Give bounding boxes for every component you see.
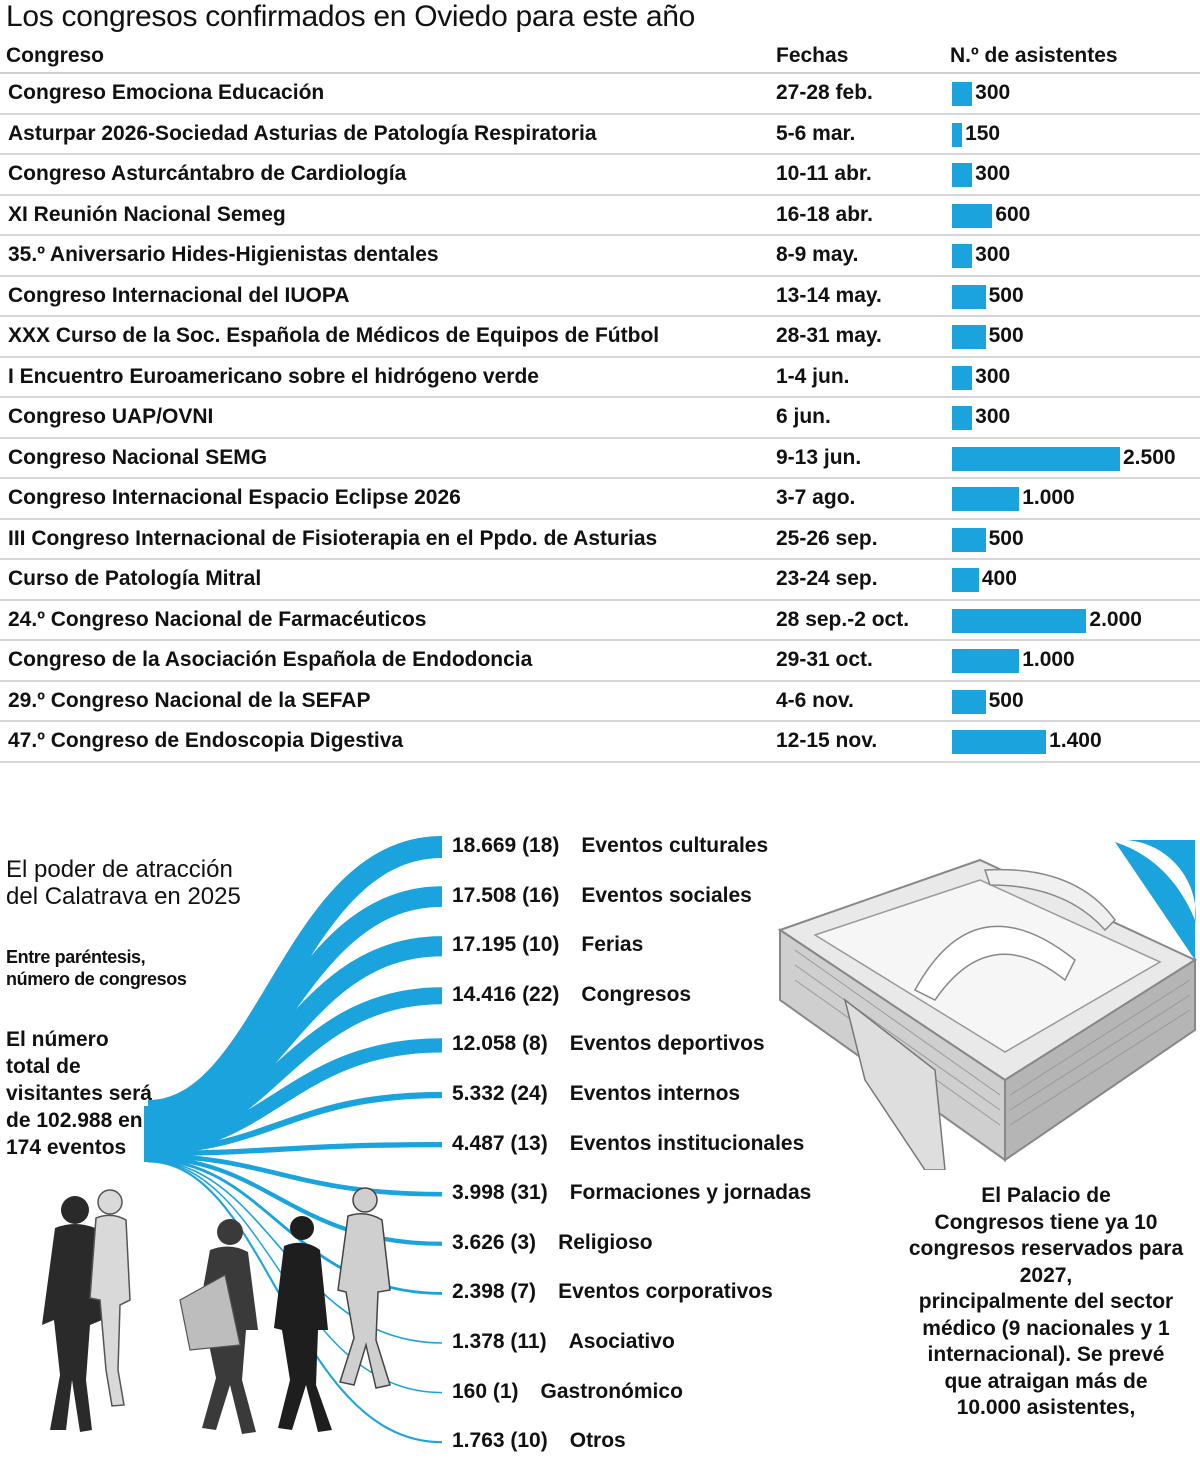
- congress-dates: 29-31 oct.: [776, 648, 873, 671]
- attendees-value: 2.000: [1089, 607, 1142, 631]
- palacio-note-line: que atraigan más de: [944, 1369, 1148, 1393]
- flow-value-label: 3.998 (31): [452, 1181, 548, 1205]
- flow-category: [452, 834, 768, 858]
- congress-dates: 25-26 sep.: [776, 526, 878, 550]
- palacio-note-line: El Palacio de: [981, 1184, 1111, 1207]
- flow-total-line: de 102.988 en: [6, 1109, 143, 1132]
- flow-value-label: 5.332 (24): [452, 1082, 548, 1105]
- flow-total-line: visitantes será: [6, 1082, 152, 1105]
- congress-name: 29.º Congreso Nacional de la SEFAP: [8, 688, 371, 712]
- flow-subtitle-line: Entre paréntesis,: [6, 947, 146, 967]
- flow-category-name: Congresos: [581, 982, 692, 1006]
- flow-category: [452, 1231, 653, 1255]
- congress-dates: 28-31 may.: [776, 324, 882, 347]
- congress-name: Congreso Emociona Educación: [8, 81, 325, 104]
- congress-name: Congreso de la Asociación Española de Endodoncia: [8, 648, 533, 671]
- flow-total-line: total de: [6, 1055, 81, 1078]
- attendees-value: 1.000: [1022, 648, 1075, 671]
- flow-category-name: Eventos deportivos: [569, 1032, 765, 1056]
- flow-category-name: Formaciones y jornadas: [569, 1181, 812, 1205]
- flow-total-line: El número: [6, 1028, 109, 1051]
- congress-dates: 8-9 may.: [776, 243, 859, 266]
- flow-total-note: [6, 1026, 152, 1161]
- attendees-value: 400: [981, 567, 1017, 590]
- palacio-note-line: 2027,: [1019, 1263, 1073, 1287]
- attendees-value: 300: [975, 81, 1011, 104]
- palacio-note: [905, 1183, 1187, 1422]
- page-title: Los congresos confirmados en Oviedo para este año: [6, 0, 696, 33]
- flow-category: [452, 1380, 683, 1404]
- flow-category: [452, 1132, 804, 1156]
- congress-dates: 12-15 nov.: [776, 729, 878, 752]
- palacio-note-line: internacional). Se prevé: [927, 1343, 1165, 1366]
- flow-value-label: 12.058 (8): [452, 1032, 548, 1056]
- attendees-value: 300: [975, 162, 1011, 185]
- palacio-note-line: Congresos tiene ya 10: [934, 1210, 1158, 1234]
- attendees-value: 2.500: [1123, 445, 1176, 469]
- flow-category-name: Eventos culturales: [581, 834, 769, 857]
- attendees-value: 300: [975, 405, 1011, 428]
- congress-name: XI Reunión Nacional Semeg: [8, 202, 286, 226]
- flow-title-line: El poder de atracción: [6, 856, 233, 883]
- congress-dates: 13-14 may.: [776, 283, 882, 307]
- palacio-note-line: 10.000 asistentes,: [956, 1396, 1136, 1419]
- flow-value-label: 2.398 (7): [452, 1280, 537, 1304]
- congress-name: 24.º Congreso Nacional de Farmacéuticos: [8, 607, 427, 631]
- congress-dates: 5-6 mar.: [776, 121, 856, 145]
- flow-category-name: Eventos institucionales: [569, 1131, 805, 1155]
- flow-category: [452, 1330, 675, 1354]
- flow-category: [452, 1280, 773, 1304]
- attendees-value: 300: [975, 364, 1011, 388]
- flow-category: [452, 933, 643, 957]
- flow-value-label: 160 (1): [452, 1379, 519, 1403]
- flow-value-label: 1.378 (11): [452, 1330, 547, 1353]
- flow-value-label: 1.763 (10): [452, 1429, 548, 1453]
- flow-category: [452, 1032, 765, 1056]
- palacio-note-line: congresos reservados para: [908, 1237, 1184, 1260]
- congress-name: I Encuentro Euroamericano sobre el hidrógeno verde: [8, 364, 539, 388]
- attendees-value: 600: [995, 202, 1031, 226]
- attendees-value: 300: [975, 243, 1011, 266]
- palacio-note-line: médico (9 nacionales y 1: [922, 1316, 1170, 1340]
- attendees-value: 500: [988, 283, 1024, 307]
- flow-subtitle: [6, 946, 186, 990]
- flow-value-label: 4.487 (13): [452, 1131, 548, 1155]
- congress-name: III Congreso Internacional de Fisioterapia en el Ppdo. de Asturias: [8, 526, 658, 550]
- congress-dates: 6 jun.: [776, 405, 831, 428]
- congress-name: Congreso Internacional Espacio Eclipse 2026: [8, 486, 461, 509]
- flow-value-label: 14.416 (22): [452, 982, 560, 1006]
- congress-dates: 23-24 sep.: [776, 567, 878, 590]
- congress-name: Congreso Nacional SEMG: [8, 445, 268, 469]
- congress-dates: 1-4 jun.: [776, 364, 850, 388]
- flow-value-label: 18.669 (18): [452, 834, 560, 857]
- flow-total-line: 174 eventos: [6, 1136, 127, 1159]
- congress-name: Curso de Patología Mitral: [8, 567, 262, 590]
- flow-category: [452, 1181, 811, 1205]
- congress-dates: 9-13 jun.: [776, 445, 862, 469]
- walking-people-illustration: [20, 1180, 400, 1450]
- flow-category-name: Eventos sociales: [581, 883, 752, 907]
- flow-category: [452, 1082, 740, 1106]
- palacio-note-line: principalmente del sector: [918, 1290, 1174, 1313]
- flow-category-name: Gastronómico: [540, 1379, 683, 1403]
- attendees-value: 500: [988, 526, 1024, 550]
- flow-category: [452, 884, 752, 908]
- flow-category-name: Asociativo: [568, 1330, 675, 1353]
- attendees-value: 150: [965, 121, 1001, 145]
- congress-dates: 4-6 nov.: [776, 688, 854, 712]
- flow-value-label: 3.626 (3): [452, 1230, 537, 1254]
- attendees-value: 1.000: [1022, 486, 1075, 509]
- attendees-value: 1.400: [1049, 729, 1102, 752]
- congress-name: XXX Curso de la Soc. Española de Médicos de Equipos de Fútbol: [8, 324, 660, 347]
- congress-name: Congreso UAP/OVNI: [8, 405, 214, 428]
- congress-name: 35.º Aniversario Hides-Higienistas dentales: [8, 243, 439, 266]
- flow-category: [452, 1429, 626, 1453]
- congress-dates: 27-28 feb.: [776, 81, 873, 104]
- header-asistentes: N.º de asistentes: [950, 44, 1118, 67]
- congress-name: Asturpar 2026-Sociedad Asturias de Patología Respiratoria: [8, 121, 597, 145]
- flow-category-name: Religioso: [558, 1230, 653, 1254]
- flow-category-name: Eventos internos: [569, 1082, 741, 1105]
- congress-dates: 3-7 ago.: [776, 486, 856, 509]
- header-fechas: Fechas: [776, 44, 849, 67]
- flow-subtitle-line: número de congresos: [6, 969, 187, 989]
- flow-category-name: Ferias: [581, 933, 644, 957]
- flow-category: [452, 983, 691, 1007]
- header-congreso: Congreso: [6, 44, 105, 67]
- congress-name: Congreso Internacional del IUOPA: [8, 283, 350, 307]
- flow-category-name: Eventos corporativos: [558, 1280, 773, 1304]
- attendees-value: 500: [988, 324, 1024, 347]
- congress-name: 47.º Congreso de Endoscopia Digestiva: [8, 729, 404, 752]
- flow-value-label: 17.195 (10): [452, 933, 560, 957]
- flow-title: [6, 856, 241, 910]
- congress-dates: 28 sep.-2 oct.: [776, 607, 910, 631]
- flow-title-line: del Calatrava en 2025: [6, 883, 241, 910]
- flow-value-label: 17.508 (16): [452, 883, 560, 907]
- congress-dates: 10-11 abr.: [776, 162, 872, 185]
- congress-name: Congreso Asturcántabro de Cardiología: [8, 162, 407, 185]
- palacio-congresos-illustration: [775, 840, 1200, 1170]
- flow-category-name: Otros: [569, 1429, 626, 1453]
- attendees-value: 500: [988, 688, 1024, 712]
- congress-dates: 16-18 abr.: [776, 202, 873, 226]
